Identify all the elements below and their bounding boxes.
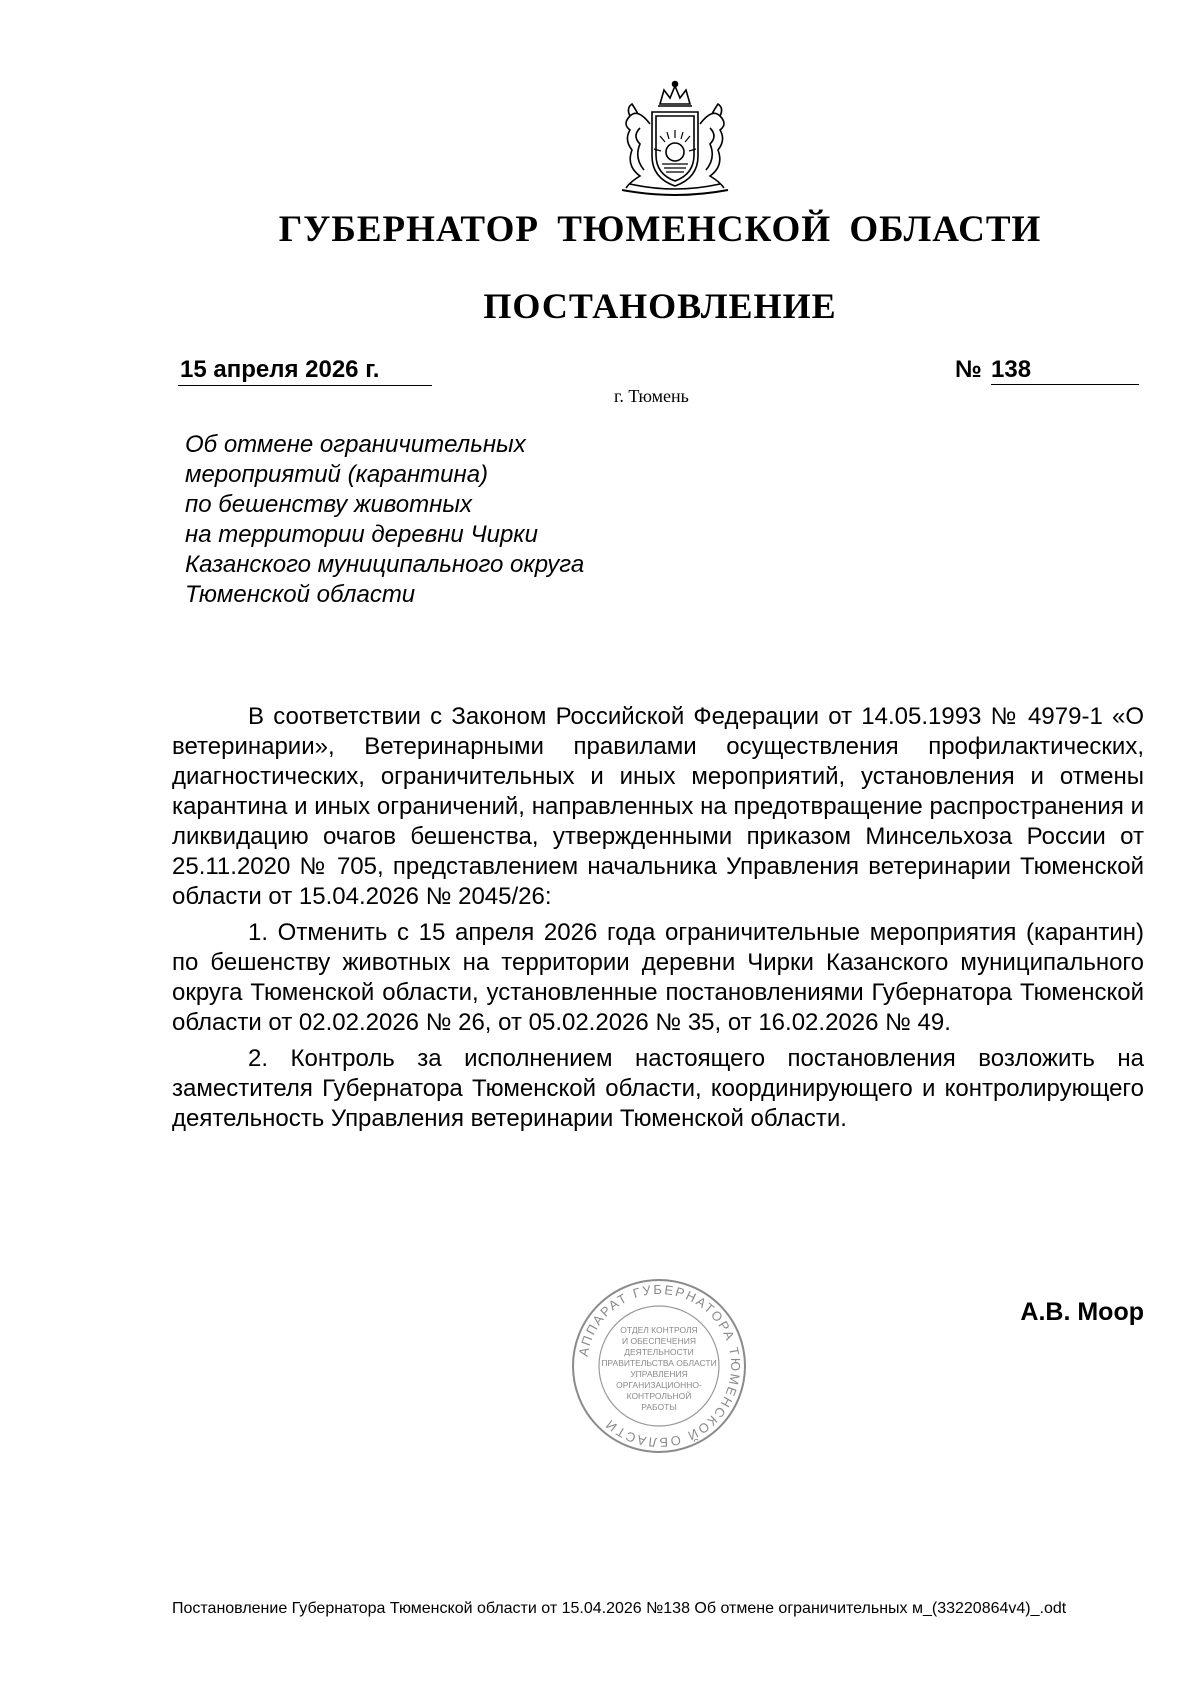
subject-line: по бешенству животных [185, 491, 473, 518]
official-seal-icon [570, 1277, 748, 1455]
document-city: г. Тюмень [614, 386, 689, 406]
seal-line: ПРАВИТЕЛЬСТВА ОБЛАСТИ [601, 1358, 717, 1368]
document-subject [185, 430, 685, 610]
document-body [172, 702, 1144, 1140]
subject-line: Об отмене ограничительных [185, 431, 526, 458]
subject-line: Тюменской области [185, 581, 416, 608]
seal-line: УПРАВЛЕНИЯ [630, 1369, 688, 1379]
footer-filename: Постановление Губернатора Тюменской области от 15.04.2026 №138 Об отмене ограничительных м_(33220864v4)_.odt [172, 1600, 1067, 1617]
document-date: 15 апреля 2026 г. [178, 356, 432, 386]
number-value: 138 [991, 356, 1139, 385]
signer-name: А.В. Моор [1020, 1298, 1144, 1326]
document-number [955, 356, 1139, 385]
clause-1-paragraph: 1. Отменить с 15 апреля 2026 года ограничительные мероприятия (карантин) по бешенству животных на территории деревни Чирки Казанского муниципального округа Тюменской области, установленные постановлениями Губернатора Тюменской области от 02.02.2026 № 26, от 05.02.2026 № 35, от 16.02.2026 № 49. [172, 919, 1144, 1036]
seal-line: И ОБЕСПЕЧЕНИЯ [622, 1336, 696, 1346]
document-type-title: ПОСТАНОВЛЕНИЕ [483, 286, 837, 326]
subject-line: мероприятий (карантина) [185, 461, 489, 488]
seal-line: КОНТРОЛЬНОЙ [626, 1391, 692, 1401]
coat-of-arms-icon [600, 78, 750, 196]
seal-outer-text: АППАРАТ ГУБЕРНАТОРА ТЮМЕНСКОЙ ОБЛАСТИ [575, 1281, 744, 1451]
subject-line: Казанского муниципального округа [185, 551, 585, 578]
subject-line: на территории деревни Чирки [185, 521, 538, 548]
preamble-paragraph: В соответствии с Законом Российской Федерации от 14.05.1993 № 4979-1 «О ветеринарии», Ветеринарными правилами осуществления профилактических, диагностических, ограничительных и иных мероприятий, установления и отмены карантина и иных ограничений, направленных на предотвращение распространения и ликвидацию очагов бешенства, утвержденными приказом Минсельхоза России от 25.11.2020 № 705, представлением начальника Управления ветеринарии Тюменской области от 15.04.2026 № 2045/26: [172, 703, 1144, 910]
clause-2-paragraph: 2. Контроль за исполнением настоящего постановления возложить на заместителя Губернатора Тюменской области, координирующего и контролирующего деятельность Управления ветеринарии Тюменской области. [172, 1045, 1144, 1132]
seal-line: ОТДЕЛ КОНТРОЛЯ [620, 1325, 698, 1335]
seal-line: ОРГАНИЗАЦИОННО- [616, 1380, 702, 1390]
number-sign: № [955, 356, 982, 383]
issuing-authority-title: ГУБЕРНАТОР ТЮМЕНСКОЙ ОБЛАСТИ [278, 209, 1042, 250]
seal-line: РАБОТЫ [641, 1402, 677, 1412]
seal-line: ДЕЯТЕЛЬНОСТИ [624, 1347, 694, 1357]
